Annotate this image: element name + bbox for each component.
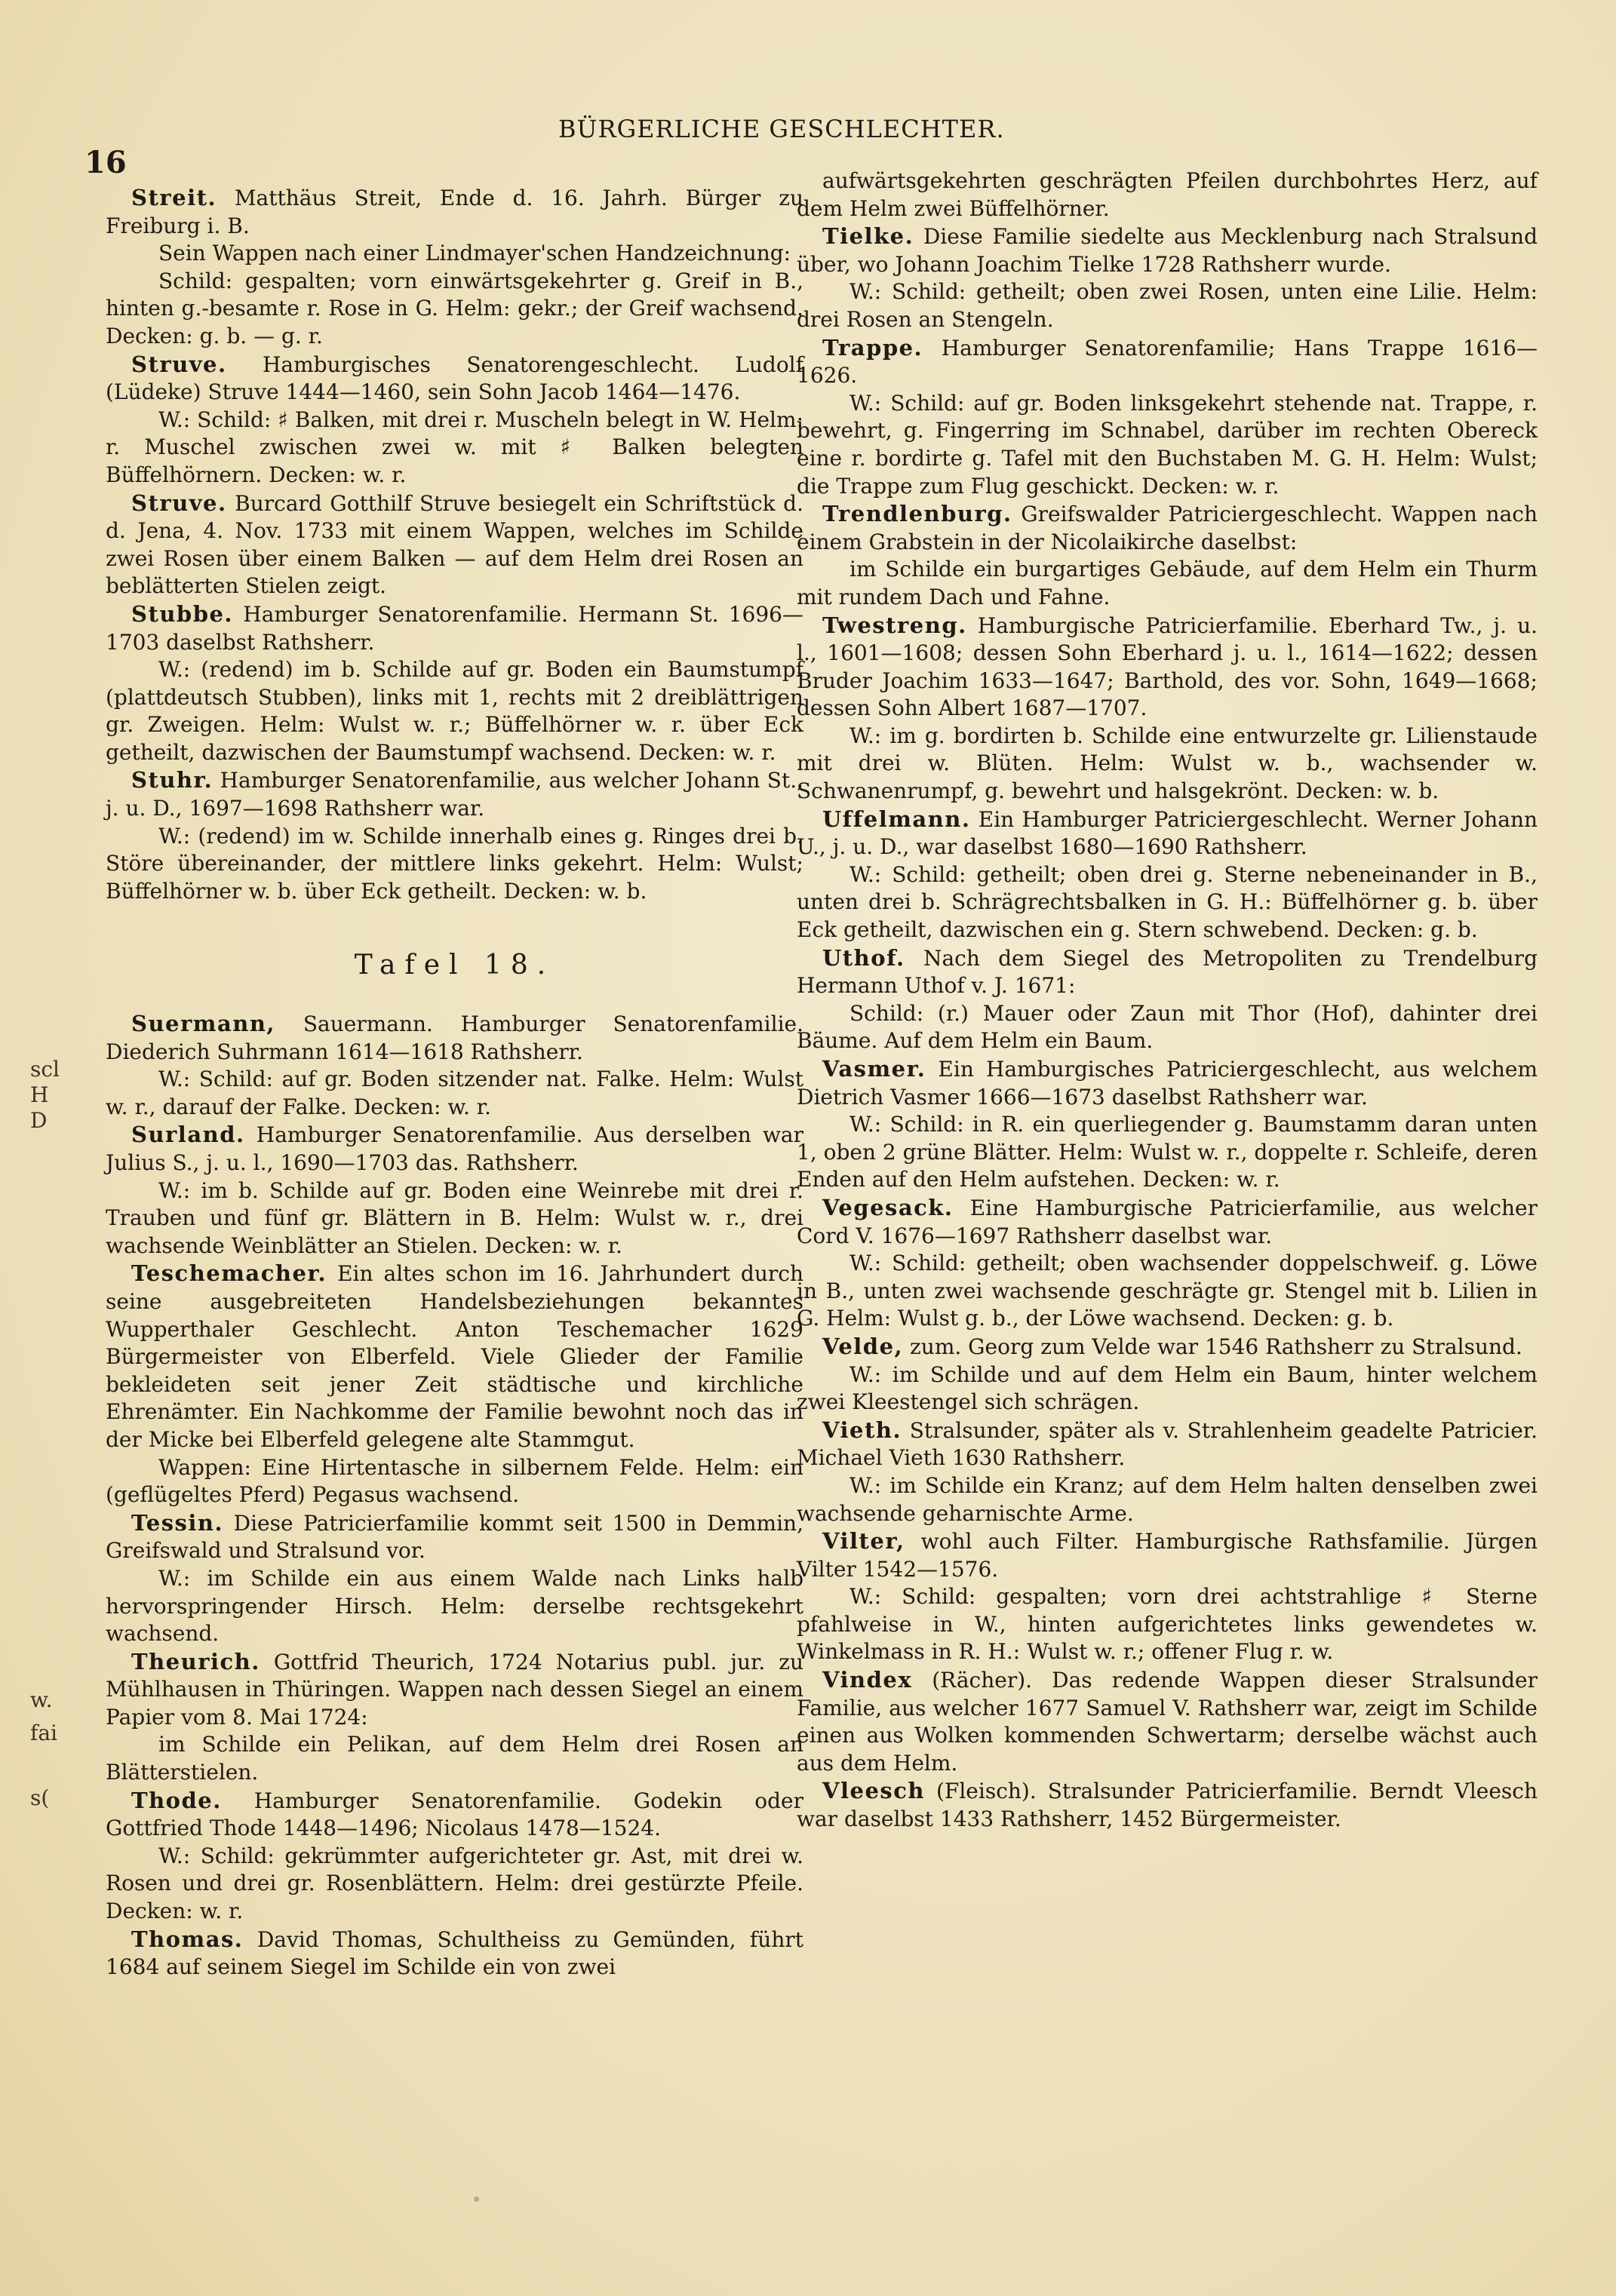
entry-name: Uffelmann.	[822, 806, 971, 832]
entry-blazon: im Schilde ein Pelikan, auf dem Helm drei Rosen an Blätterstielen.	[106, 1732, 803, 1785]
entry	[106, 1926, 803, 1981]
entry-text: Hamburger Senatorenfamilie, aus welcher Johann St., j. u. D., 1697—1698 Rathsherr war.	[106, 768, 803, 821]
right-column	[797, 167, 1538, 1834]
entry-blazon: W.: Schild: gespalten; vorn drei achtstrahlige ♯ Sterne pfahlweise in W., hinten aufgerichtetes links gewendetes w. Winkelmass in R. H.: Wulst w. r.; offener Flug r. w.	[797, 1584, 1538, 1665]
entry	[797, 1417, 1538, 1527]
entry	[797, 1055, 1538, 1194]
entry-name: Vieth.	[822, 1417, 902, 1443]
entry-name: Vindex	[822, 1667, 913, 1693]
margin-note: w.	[30, 1687, 53, 1712]
entry	[106, 1787, 803, 1926]
entry-text: Hamburger Senatorenfamilie. Godekin oder Gottfried Thode 1448—1496; Nicolaus 1478—1524.	[106, 1788, 804, 1841]
entry-blazon: W.: Schild: auf gr. Boden linksgekehrt stehende nat. Trappe, r. bewehrt, g. Fingerring im Schnabel, darüber im rechten Obereck eine r. bordirte g. Tafel mit den Buchstaben M. G. H. Helm: Wulst; die Trappe zum Flug geschickt. Decken: w. r.	[797, 390, 1538, 499]
entry	[797, 612, 1538, 806]
entry-blazon: Sein Wappen nach einer Lindmayer'schen Handzeichnung:	[158, 241, 791, 266]
entry-name: Suermann,	[131, 1011, 275, 1037]
entry	[106, 184, 803, 351]
entry-text: wohl auch Filter. Hamburgische Rathsfamilie. Jürgen Vilter 1542—1576.	[797, 1529, 1538, 1582]
entry-name: Tielke.	[822, 223, 914, 250]
right-entries	[797, 167, 1538, 1834]
entry-name: Velde,	[822, 1333, 904, 1359]
margin-note: scl	[30, 1057, 60, 1082]
entry-text: Ein Hamburger Patriciergeschlecht. Werner Johann U., j. u. D., war daselbst 1680—1690 Rathsherr.	[797, 806, 1538, 860]
entry	[797, 1666, 1538, 1777]
entry	[797, 1194, 1538, 1333]
entry	[106, 766, 803, 905]
entry	[106, 490, 803, 600]
entry-text: Gottfrid Theurich, 1724 Notarius publ. jur. zu Mühlhausen in Thüringen. Wappen nach dessen Siegel an einem Papier vom 8. Mai 1724:	[106, 1649, 803, 1730]
entries-before-plate	[106, 184, 803, 905]
entry-name: Struve.	[131, 351, 227, 377]
entry-text: Greifswalder Patriciergeschlecht. Wappen nach einem Grabstein in der Nicolaikirche daselbst:	[797, 502, 1538, 554]
entry	[797, 500, 1538, 611]
entry-name: Thomas.	[131, 1926, 244, 1952]
entry	[106, 1121, 803, 1260]
paper-speck	[474, 2196, 479, 2202]
page-number: 16	[84, 145, 127, 180]
entry-blazon: W.: im Schilde und auf dem Helm ein Baum, hinter welchem zwei Kleestengel sich schrägen.	[797, 1361, 1538, 1415]
entry-name: Stuhr.	[131, 767, 214, 793]
entry-blazon: W.: Schild: in R. ein querliegender g. Baumstamm daran unten 1, oben 2 grüne Blätter. Helm: Wulst w. r., doppelte r. Schleife, deren Enden auf den Helm aufstehen. Decken: w. r.	[797, 1112, 1538, 1193]
entry	[106, 600, 803, 767]
entry	[797, 1527, 1538, 1666]
entry-name: Teschemacher.	[131, 1260, 327, 1287]
entry	[106, 1648, 803, 1787]
entry	[797, 167, 1538, 223]
entry-blazon: W.: Schild: auf gr. Boden sitzender nat. Falke. Helm: Wulst w. r., darauf der Falke. Decken: w. r.	[106, 1067, 803, 1119]
entry-blazon: Schild: (r.) Mauer oder Zaun mit Thor (Hof), dahinter drei Bäume. Auf dem Helm ein Baum.	[797, 1000, 1538, 1054]
entry-name: Streit.	[131, 185, 217, 210]
entry-blazon: W.: im Schilde ein aus einem Walde nach Links halb hervorspringender Hirsch. Helm: derselbe rechtsgekehrt wachsend.	[106, 1565, 803, 1647]
entry-name: Theurich.	[131, 1648, 260, 1674]
margin-note: H	[30, 1082, 49, 1107]
entry-blazon: W.: im b. Schilde auf gr. Boden eine Weinrebe mit drei r. Trauben und fünf gr. Blättern in B. Helm: Wulst w. r., drei wachsende Weinblätter an Stielen. Decken: w. r.	[106, 1177, 803, 1258]
entry-name: Vasmer.	[822, 1056, 926, 1082]
entry-blazon: W.: Schild: gekrümmter aufgerichteter gr. Ast, mit drei w. Rosen und drei gr. Rosenblättern. Helm: drei gestürzte Pfeile. Decken: w. r.	[106, 1843, 803, 1924]
entry-blazon: im Schilde ein burgartiges Gebäude, auf dem Helm ein Thurm mit rundem Dach und Fahne.	[797, 557, 1538, 609]
entry-text: Hamburger Senatorenfamilie. Hermann St. 1696—1703 daselbst Rathsherr.	[106, 601, 804, 655]
entry	[797, 944, 1538, 1055]
entry-text: Eine Hamburgische Patricierfamilie, aus welcher Cord V. 1676—1697 Rathsherr daselbst war.	[797, 1195, 1538, 1248]
entry-text: Sauermann. Hamburger Senatorenfamilie. Diederich Suhrmann 1614—1618 Rathsherr.	[106, 1011, 803, 1064]
entry-name: Struve.	[131, 490, 227, 516]
left-column	[106, 184, 803, 1981]
entry-text: (Rächer). Das redende Wappen dieser Stralsunder Familie, aus welcher 1677 Samuel V. Rathsherr war, zeigt im Schilde einen aus Wolken kommenden Schwertarm; derselbe wächst auch aus dem Helm.	[797, 1668, 1538, 1776]
entry	[797, 1777, 1538, 1833]
entry-text: Ein Hamburgisches Patriciergeschlecht, aus welchem Dietrich Vasmer 1666—1673 daselbst Rathsherr war.	[797, 1057, 1538, 1110]
entry-text: aufwärtsgekehrten geschrägten Pfeilen durchbohrtes Herz, auf dem Helm zwei Büffelhörner.	[797, 168, 1538, 221]
entry-blazon: W.: im Schilde ein Kranz; auf dem Helm halten denselben zwei wachsende geharnischte Arme.	[797, 1472, 1538, 1526]
entry-name: Trendlenburg.	[822, 501, 1012, 527]
entry-text: Nach dem Siegel des Metropoliten zu Trendelburg Hermann Uthof v. J. 1671:	[797, 945, 1538, 999]
entry	[797, 223, 1538, 333]
entry	[797, 806, 1538, 944]
entry-name: Vegesack.	[822, 1194, 954, 1220]
entry-blazon: W.: (redend) im b. Schilde auf gr. Boden ein Baumstumpf (plattdeutsch Stubben), links mit 1, rechts mit 2 dreiblättrigen gr. Zweigen. Helm: Wulst w. r.; Büffelhörner w. r. über Eck getheilt, dazwischen der Baumstumpf wachsend. Decken: w. r.	[106, 657, 803, 765]
margin-note: fai	[30, 1720, 58, 1745]
entry	[797, 1333, 1538, 1417]
entry-text: Diese Patricierfamilie kommt seit 1500 in Demmin, Greifswald und Stralsund vor.	[106, 1510, 803, 1564]
entry-text: Hamburger Senatorenfamilie; Hans Trappe 1616—1626.	[797, 335, 1538, 388]
entry-name: Tessin.	[131, 1509, 224, 1536]
entry-text: David Thomas, Schultheiss zu Gemünden, führt 1684 auf seinem Siegel im Schilde ein von zwei	[106, 1926, 803, 1980]
entry	[106, 1010, 803, 1121]
entry-text: Hamburgisches Senatorengeschlecht. Ludolf (Lüdeke) Struve 1444—1460, sein Sohn Jacob 1464—1476.	[106, 351, 803, 405]
entry-blazon: Wappen: Eine Hirtentasche in silbernem Felde. Helm: ein (geflügeltes Pferd) Pegasus wachsend.	[106, 1454, 803, 1508]
entry-blazon: Schild: gespalten; vorn einwärtsgekehrter g. Greif in B., hinten g.-besamte r. Rose in G. Helm: gekr.; der Greif wachsend. Decken: g. b. — g. r.	[106, 268, 803, 348]
entry-blazon: W.: im g. bordirten b. Schilde eine entwurzelte gr. Lilienstaude mit drei w. Blüten. Helm: Wulst w. b., wachsender w. Schwanenrumpf, g. bewehrt und halsgekrönt. Decken: w. b.	[797, 723, 1538, 804]
entry-name: Surland.	[131, 1122, 245, 1148]
entry-text: Matthäus Streit, Ende d. 16. Jahrh. Bürger zu Freiburg i. B.	[106, 186, 803, 238]
entry-text: Diese Familie siedelte aus Mecklenburg nach Stralsund über, wo Johann Joachim Tielke 1728 Rathsherr wurde.	[797, 224, 1538, 277]
entry-name: Trappe.	[822, 334, 923, 361]
entry-blazon: W.: (redend) im w. Schilde innerhalb eines g. Ringes drei b. Störe übereinander, der mittlere links gekehrt. Helm: Wulst; Büffelhörner w. b. über Eck getheilt. Decken: w. b.	[106, 823, 803, 904]
margin-note: D	[30, 1108, 48, 1133]
entry-name: Twestreng.	[822, 612, 967, 638]
entry-text: Stralsunder, später als v. Strahlenheim geadelte Patricier. Michael Vieth 1630 Rathsherr.	[797, 1417, 1538, 1471]
entry-blazon: W.: Schild: getheilt; oben drei g. Sterne nebeneinander in B., unten drei b. Schrägrechtsbalken in G. H.: Büffelhörner g. b. über Eck getheilt, dazwischen ein g. Stern schwebend. Decken: g. b.	[797, 861, 1538, 943]
entry	[106, 1509, 803, 1648]
entry	[106, 351, 803, 490]
entry-name: Uthof.	[822, 944, 905, 971]
entry-text: zum. Georg zum Velde war 1546 Rathsherr zu Stralsund.	[910, 1334, 1522, 1359]
entry-blazon: W.: Schild: ♯ Balken, mit drei r. Muscheln belegt in W. Helm: r. Muschel zwischen zwei w. mit ♯ Balken belegten Büffelhörnern. Decken: w. r.	[106, 407, 803, 487]
entries-after-plate	[106, 1010, 803, 1981]
entry-name: Stubbe.	[131, 600, 234, 627]
entry-text: Hamburger Senatorenfamilie. Aus derselben war Julius S., j. u. l., 1690—1703 das. Rathsherr.	[106, 1122, 803, 1175]
entry-name: Thode.	[131, 1787, 222, 1813]
entry-text: Ein altes schon im 16. Jahrhundert durch seine ausgebreiteten Handelsbeziehungen bekanntes Wupperthaler Geschlecht. Anton Teschemacher 1629 Bürgermeister von Elberfeld. Viele Glieder der Familie bekleideten seit jener Zeit städtische und kirchliche Ehrenämter. Ein Nachkomme der Familie bewohnt noch das in der Micke bei Elberfeld gelegene alte Stammgut.	[106, 1261, 803, 1452]
entry-name: Vleesch	[822, 1778, 925, 1804]
entry	[106, 1260, 803, 1509]
entry-blazon: W.: Schild: getheilt; oben zwei Rosen, unten eine Lilie. Helm: drei Rosen an Stengeln.	[797, 279, 1538, 332]
entry	[797, 334, 1538, 501]
entry-name: Vilter,	[822, 1528, 905, 1555]
entry-blazon: W.: Schild: getheilt; oben wachsender doppelschweif. g. Löwe in B., unten zwei wachsende geschrägte gr. Stengel mit b. Lilien in G. Helm: Wulst g. b., der Löwe wachsend. Decken: g. b.	[797, 1251, 1538, 1331]
entry-text: Hamburgische Patricierfamilie. Eberhard Tw., j. u. l., 1601—1608; dessen Sohn Eberhard j. u. l., 1614—1622; dessen Bruder Joachim 1633—1647; Barthold, des vor. Sohn, 1649—1668; dessen Sohn Albert 1687—1707.	[797, 612, 1538, 721]
entry-text: Burcard Gotthilf Struve besiegelt ein Schriftstück d. d. Jena, 4. Nov. 1733 mit einem Wappen, welches im Schilde zwei Rosen über einem Balken — auf dem Helm drei Rosen an beblätterten Stielen zeigt.	[106, 490, 803, 599]
margin-note: s(	[30, 1785, 50, 1810]
entry-text: (Fleisch). Stralsunder Patricierfamilie. Berndt Vleesch war daselbst 1433 Rathsherr, 1452 Bürgermeister.	[797, 1779, 1538, 1832]
running-title: BÜRGERLICHE GESCHLECHTER.	[558, 115, 1005, 143]
plate-heading: Tafel 18.	[354, 950, 555, 981]
